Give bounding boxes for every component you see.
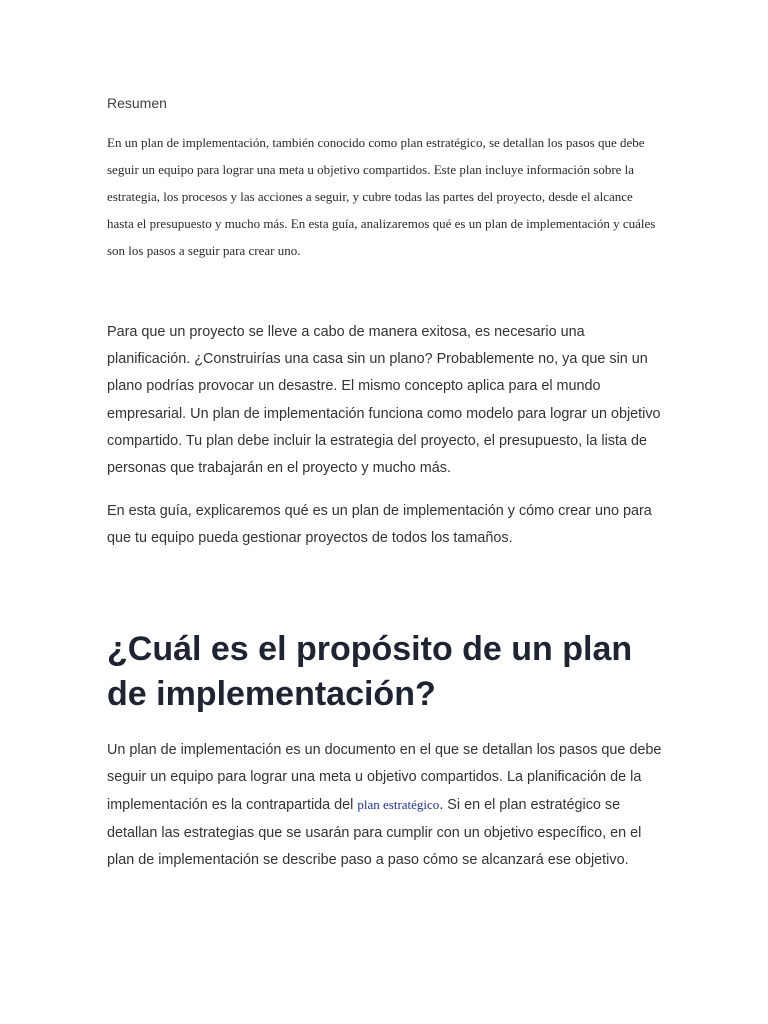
purpose-text-after-link: . Si en el plan estratégico se detallan las estrategias que se usarán para cumplir con un objetivo específico, en el plan de implementación se describe paso a paso cómo se alcanzará ese objetivo. xyxy=(107,797,642,868)
summary-paragraph: En un plan de implementación, también conocido como plan estratégico, se detallan los pasos que debe seguir un equipo para lograr una meta u objetivo compartidos. Este plan incluye información sobre la estrategia, los procesos y las acciones a seguir, y cubre todas las partes del proyecto, desde el alcance hasta el presupuesto y mucho más. En esta guía, analizaremos qué es un plan de implementación y cuáles son los pasos a seguir para crear uno. xyxy=(107,135,656,258)
purpose-text-before-link: Un plan de implementación es un documento en el que se detallan los pasos que debe seguir un equipo para lograr una meta u objetivo compartidos. La planificación de la implementación es la contrapartida del xyxy=(107,742,662,814)
purpose-paragraph xyxy=(107,737,667,874)
purpose-section-heading: ¿Cuál es el propósito de un plan de implementación? xyxy=(107,630,633,713)
strategic-plan-link[interactable]: plan estratégico xyxy=(357,797,440,813)
intro-paragraph-2: En esta guía, explicaremos qué es un plan de implementación y cómo crear uno para que tu equipo pueda gestionar proyectos de todos los tamaños. xyxy=(107,503,652,547)
summary-heading: Resumen xyxy=(107,95,167,111)
intro-paragraph-1: Para que un proyecto se lleve a cabo de manera exitosa, es necesario una planificación. ¿Construirías una casa sin un plano? Probablemente no, ya que sin un plano podrías provocar un desastre. El mismo concepto aplica para el mundo empresarial. Un plan de implementación funciona como modelo para lograr un objetivo compartido. Tu plan debe incluir la estrategia del proyecto, el presupuesto, la lista de personas que trabajarán en el proyecto y mucho más. xyxy=(107,324,661,477)
